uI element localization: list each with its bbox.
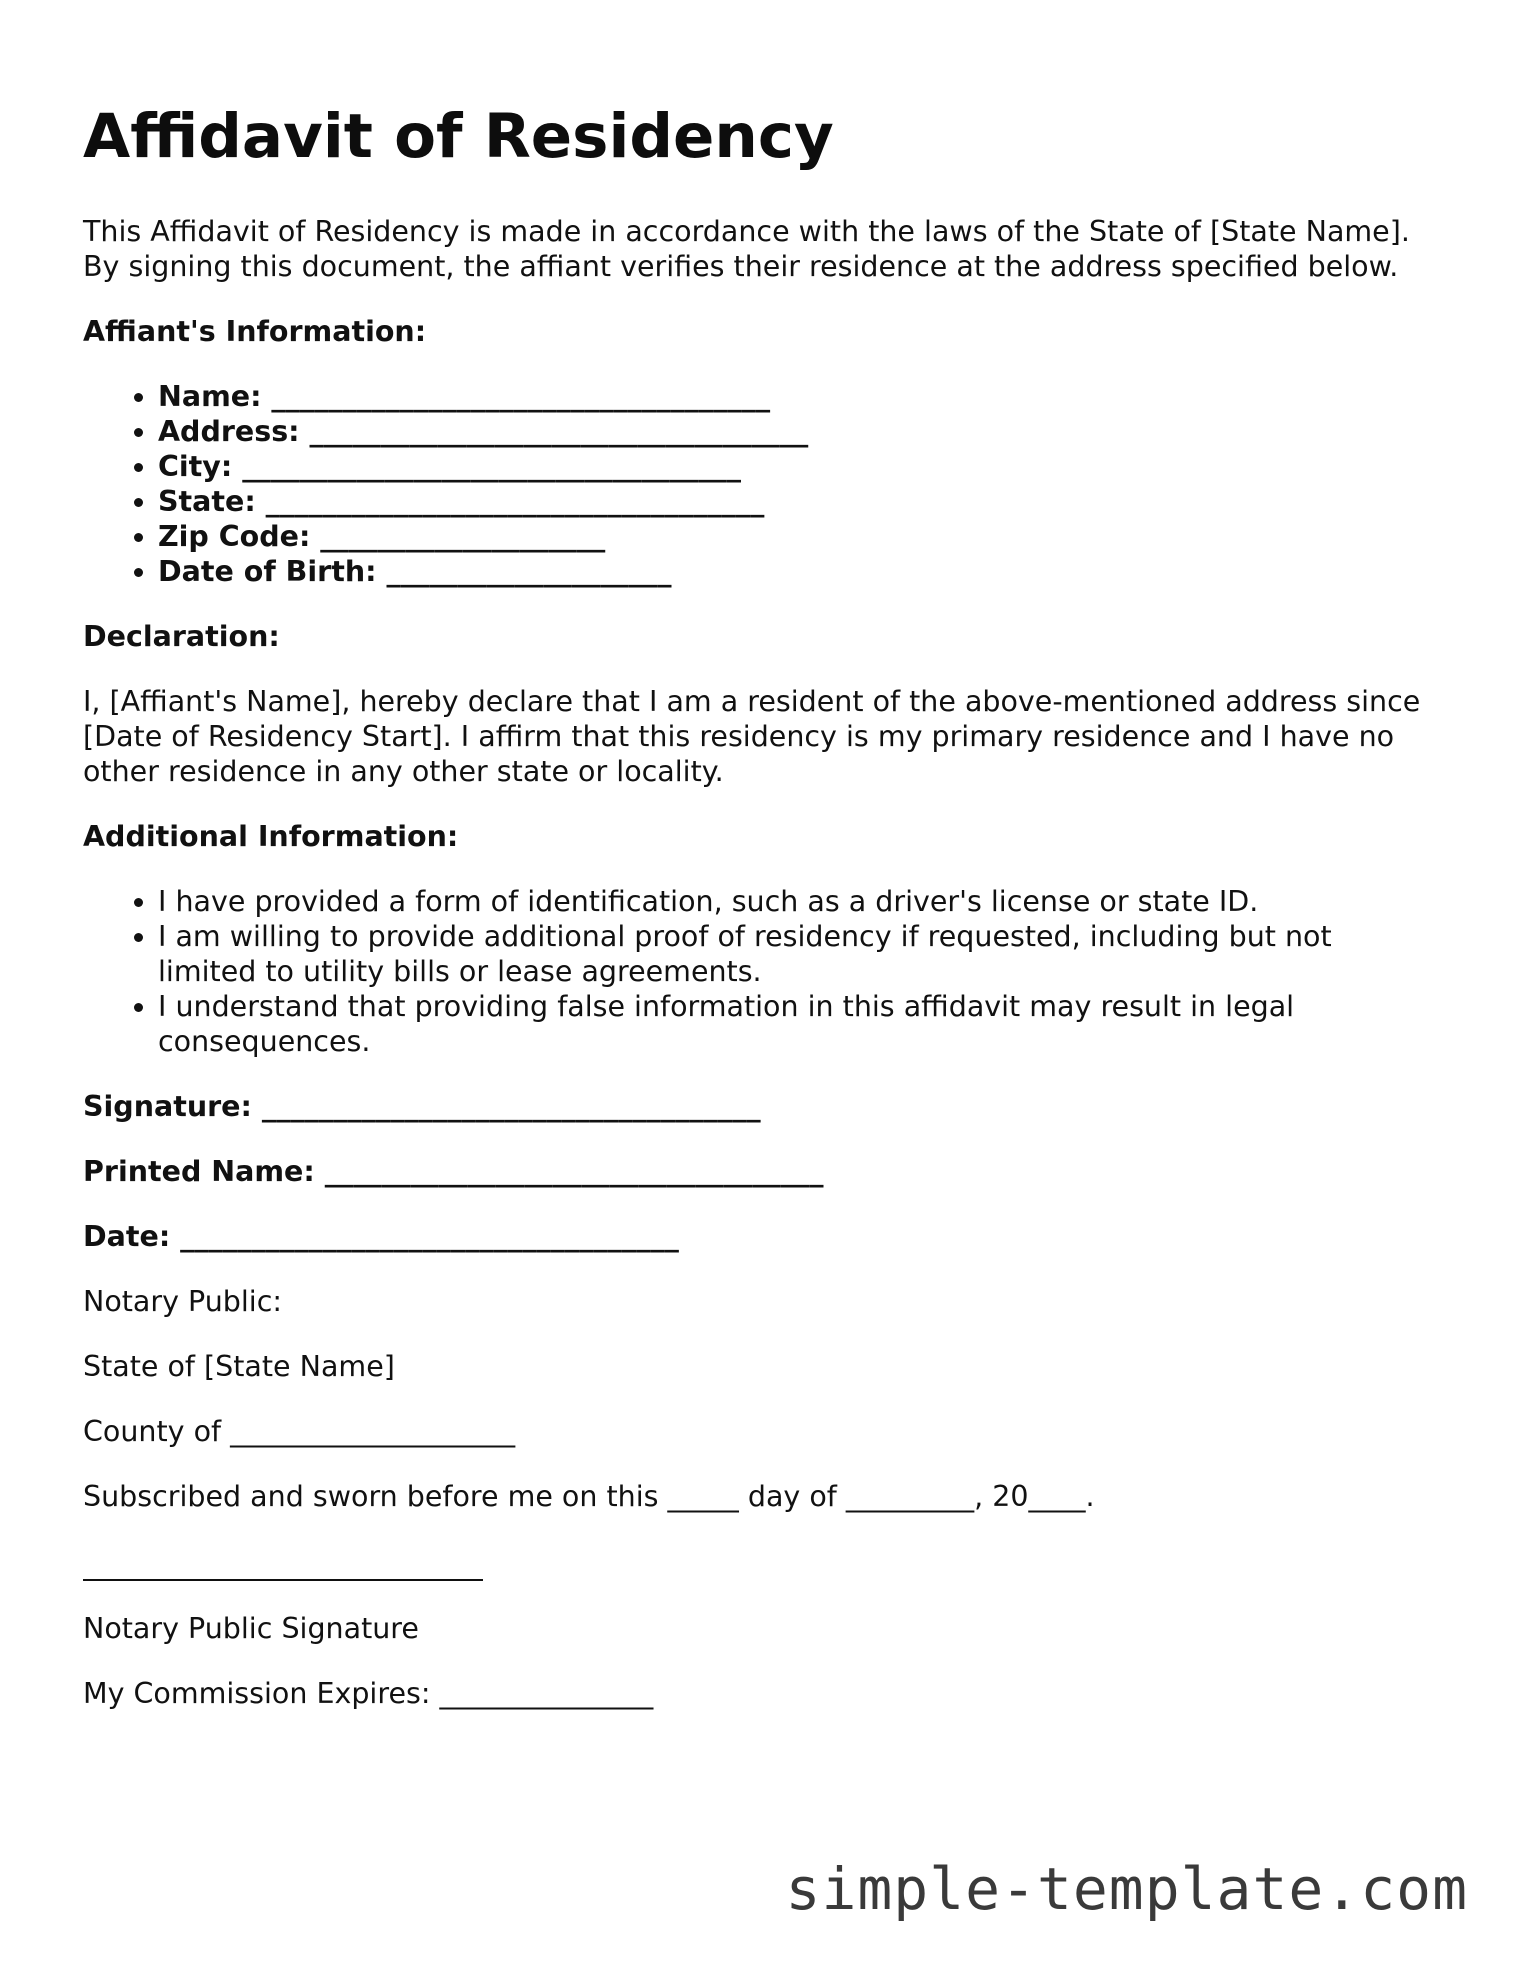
notary-signature-line (83, 1544, 483, 1581)
list-item: • I have provided a form of identification, such as a driver's license or state ID. (158, 884, 1423, 919)
date-field: Date: ___________________________________ (83, 1220, 679, 1254)
county-of-line: County of ____________________ (83, 1415, 516, 1449)
zip-code-field: • Zip Code: ____________________ (158, 519, 1423, 554)
address-field: • Address: ___________________________________ (158, 414, 1423, 449)
affiant-information-heading: Affiant's Information: (83, 315, 427, 349)
additional-information-heading: Additional Information: (83, 820, 459, 854)
document-title: Affidavit of Residency (83, 101, 834, 172)
printed-name-field: Printed Name: ___________________________________ (83, 1155, 824, 1189)
affidavit-document (83, 100, 1423, 1741)
subscribed-sworn-line: Subscribed and sworn before me on this _____ day of _________, 20____. (83, 1480, 1095, 1514)
state-field: • State: ___________________________________ (158, 484, 1423, 519)
declaration-paragraph: I, [Affiant's Name], hereby declare that I am a resident of the above-mentioned address since [Date of Residency Start]. I affirm that this residency is my primary residence and I have no other residence in any other state or locality. (83, 685, 1421, 789)
watermark: simple-template.com (785, 1855, 1468, 1923)
commission-expires-line: My Commission Expires: _______________ (83, 1677, 654, 1711)
notary-signature-label: Notary Public Signature (83, 1612, 419, 1646)
declaration-heading: Declaration: (83, 620, 280, 654)
affiant-fields-list (83, 379, 1423, 589)
date-of-birth-field: • Date of Birth: ____________________ (158, 554, 1423, 589)
list-item: • I am willing to provide additional proof of residency if requested, including but not limited to utility bills or lease agreements. (158, 919, 1423, 989)
signature-field: Signature: ___________________________________ (83, 1090, 761, 1124)
list-item: • I understand that providing false information in this affidavit may result in legal consequences. (158, 989, 1423, 1059)
notary-public-label: Notary Public: (83, 1285, 282, 1319)
name-field: • Name: ___________________________________ (158, 379, 1423, 414)
state-of-line: State of [State Name] (83, 1350, 395, 1384)
intro-paragraph: This Affidavit of Residency is made in accordance with the laws of the State of [State Name]. By signing this document, the affiant verifies their residence at the address specified below. (83, 215, 1410, 284)
city-field: • City: ___________________________________ (158, 449, 1423, 484)
additional-information-list (83, 884, 1423, 1059)
